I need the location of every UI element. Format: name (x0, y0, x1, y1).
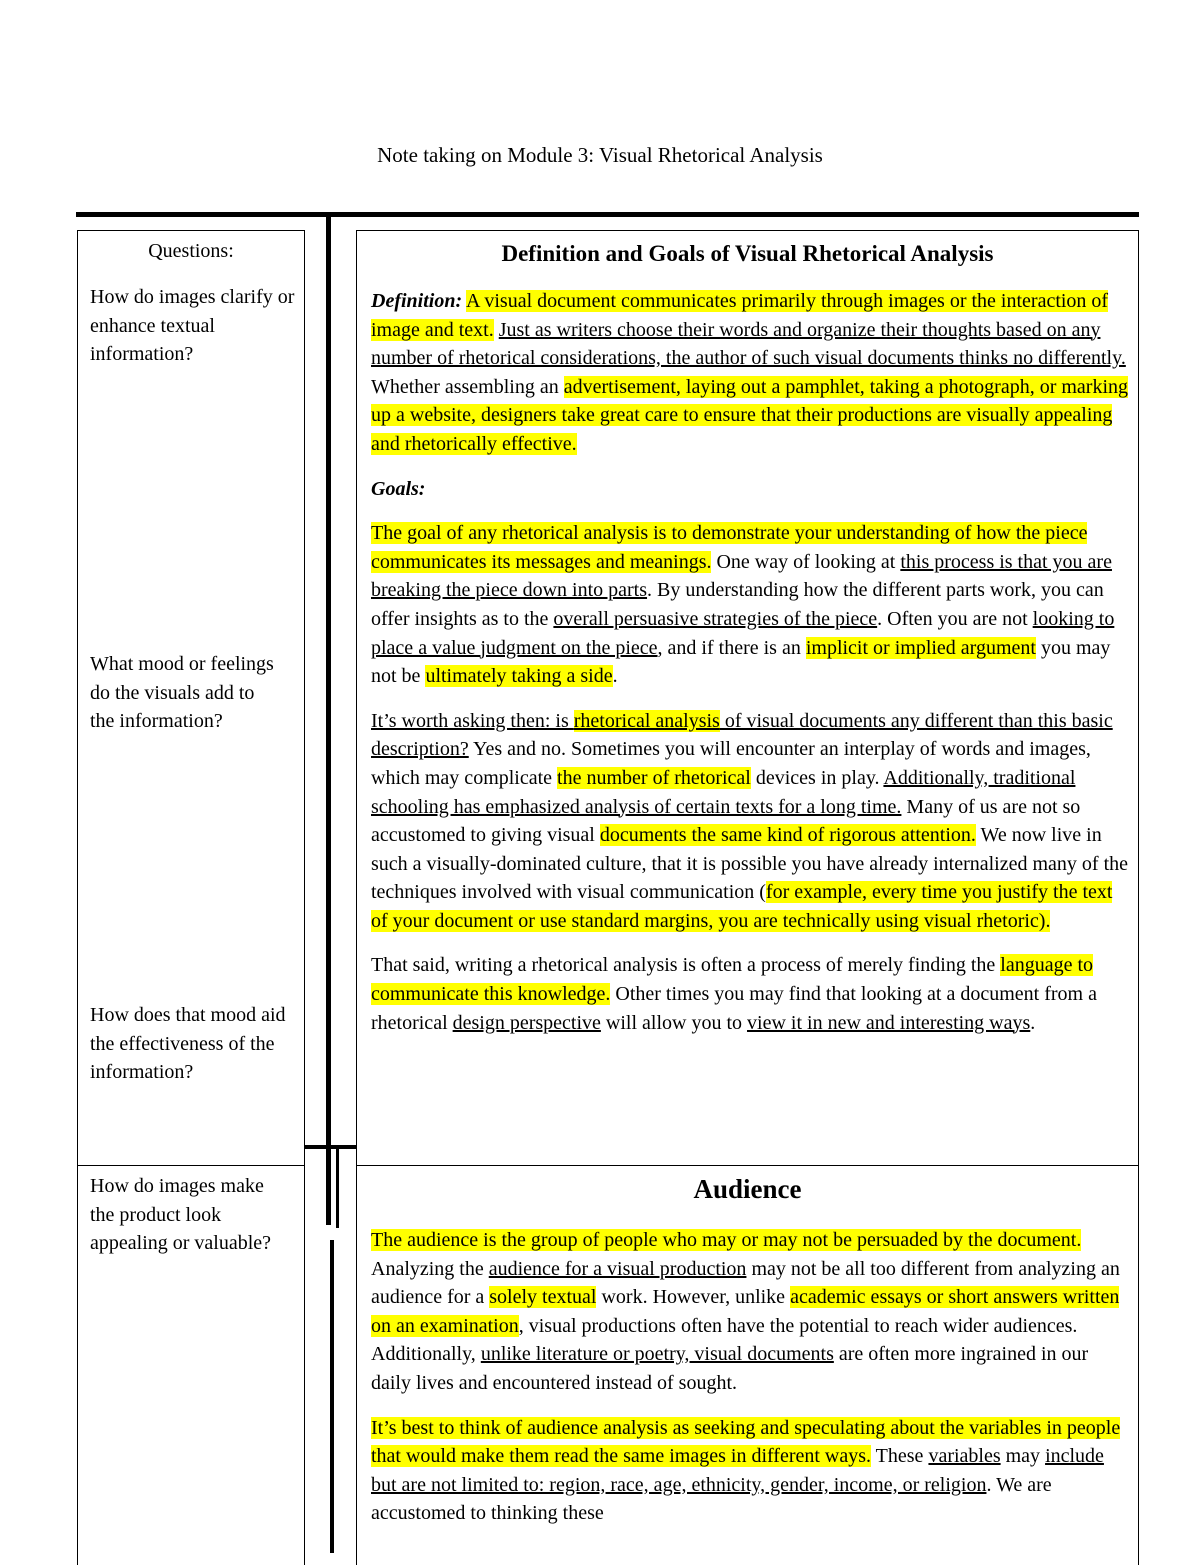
goals-label-line (371, 475, 1131, 504)
underline: this process is that you are breaking the piece down into parts (371, 550, 1112, 602)
underline: audience for a visual production (488, 1257, 747, 1280)
highlight: academic essays or short answers written on an examination (371, 1286, 1120, 1337)
underline: design perspective (452, 1011, 601, 1034)
audience-paragraph-1: The audience is the group of people who may or may not be persuaded by the document. Analyzing the audience for a visual production may not be all too different from analyzing an audience for a solely textual work. However, unlike academic essays or short answers written on an examination, visual productions often have the potential to reach wider audiences. Additionally, unlike literature or poetry, visual documents are often more ingrained in our daily lives and encountered instead of sought. (371, 1229, 1120, 1394)
page-title: Note taking on Module 3: Visual Rhetorical Analysis (377, 143, 823, 167)
section-heading-audience: Audience (693, 1174, 802, 1204)
underline: looking to place a value judgment on the piece (371, 607, 1115, 659)
goals-label: Goals: (371, 477, 426, 500)
section-definition-goals-body (371, 287, 1131, 1037)
underline: include but are not limited to: region, race, age, ethnicity, gender, income, or religion (371, 1445, 1104, 1496)
highlight: A visual document communicates primarily through images or the interaction of image and text. (371, 290, 1109, 341)
audience-paragraph-2: It’s best to think of audience analysis as seeking and speculating about the variables in people that would make them read the same images in different ways. These variables may include but are not limited to: region, race, age, ethnicity, gender, income, or religion. We are accustomed to thinking these (371, 1416, 1121, 1525)
underline: view it in new and interesting ways (747, 1011, 1031, 1034)
cue-question-3: How does that mood aid the effectiveness of the information? (90, 1004, 286, 1084)
underline: overall persuasive strategies of the piece (553, 607, 878, 630)
divider-junction-stub (336, 1148, 339, 1228)
highlight: rhetorical analysis (573, 709, 720, 732)
highlight: It’s best to think of audience analysis as seeking and speculating about the variables in people that would make them read the same images in different ways. (371, 1416, 1121, 1468)
underline: of visual documents any different than this basic description? (371, 709, 1113, 761)
highlight: solely textual (489, 1286, 597, 1309)
goals-paragraph-2: It’s worth asking then: is rhetorical analysis of visual documents any different than this basic description? Yes and no. Sometimes you will encounter an interplay of words and images, which may complicate the number of rhetorical devices in play. Additionally, traditional schooling has emphasized analysis of certain texts for a long time. Many of us are not so accustomed to giving visual documents the same kind of rigorous attention. We now live in such a visually-dominated culture, that it is possible you have already internalized many of the techniques involved with visual communication (for example, every time you justify the text of your document or use standard margins, you are technically using visual rhetoric). (371, 709, 1129, 932)
definition-label: Definition: (371, 290, 463, 312)
divider-junction (304, 1145, 357, 1149)
highlight: implicit or implied argument (805, 636, 1036, 659)
cue-column-heading: Questions: (148, 240, 234, 262)
underline: It’s worth asking then: is (371, 709, 574, 732)
section-heading-definition-goals: Definition and Goals of Visual Rhetorical Analysis (501, 241, 994, 266)
goals-paragraph-3: That said, writing a rhetorical analysis is often a process of merely finding the language to communicate this knowledge. Other times you may find that looking at a document from a rhetorical design perspective will allow you to view it in new and interesting ways. (371, 954, 1097, 1034)
underline: Additionally, traditional schooling has emphasized analysis of certain texts for a long time. (371, 766, 1076, 818)
highlight: The goal of any rhetorical analysis is to demonstrate your understanding of how the piece communicates its messages and meanings. (371, 522, 1088, 573)
cue-question-4: How do images make the product look appealing or valuable? (90, 1175, 272, 1255)
top-rule (76, 212, 1139, 217)
highlight: ultimately taking a side (425, 665, 613, 688)
highlight: language to communicate this knowledge. (371, 954, 1094, 1006)
highlight: advertisement, laying out a pamphlet, taking a photograph, or marking up a website, designers take great care to ensure that their productions are visually appealing and rhetorically effective. (371, 375, 1129, 455)
cue-question-1: How do images clarify or enhance textual information? (90, 286, 295, 366)
underline: unlike literature or poetry, visual documents (480, 1343, 834, 1366)
underline: Just as writers choose their words and organize their thoughts based on any number of rhetorical considerations, the author of such visual documents thinks no differently. (371, 318, 1126, 370)
highlight: The audience is the group of people who may or may not be persuaded by the document. (371, 1229, 1082, 1251)
definition-paragraph: Definition: A visual document communicates primarily through images or the interaction of image and text. Just as writers choose their words and organize their thoughts based on any number of rhetorical considerations, the author of such visual documents thinks no differently. Whether assembling an advertisement, laying out a pamphlet, taking a photograph, or marking up a website, designers take great care to ensure that their productions are visually appealing and rhetorically effective. (371, 290, 1129, 455)
cue-question-2: What mood or feelings do the visuals add to the information? (90, 653, 274, 733)
goals-paragraph-1: The goal of any rhetorical analysis is to demonstrate your understanding of how the piece communicates its messages and meanings. One way of looking at this process is that you are breaking the piece down into parts. By understanding how the different parts work, you can offer insights as to the overall persuasive strategies of the piece. Often you are not looking to place a value judgment on the piece, and if there is an implicit or implied argument you may not be ultimately taking a side. (371, 522, 1115, 688)
highlight: for example, every time you justify the text of your document or use standard margins, you are technically using visual rhetoric). (371, 881, 1113, 932)
underline: variables (928, 1445, 1001, 1468)
section-audience-body (371, 1226, 1131, 1528)
highlight: documents the same kind of rigorous attention. (599, 824, 976, 847)
column-divider (326, 215, 331, 1225)
highlight: the number of rhetorical (557, 766, 751, 789)
column-divider-lower (330, 1240, 334, 1553)
